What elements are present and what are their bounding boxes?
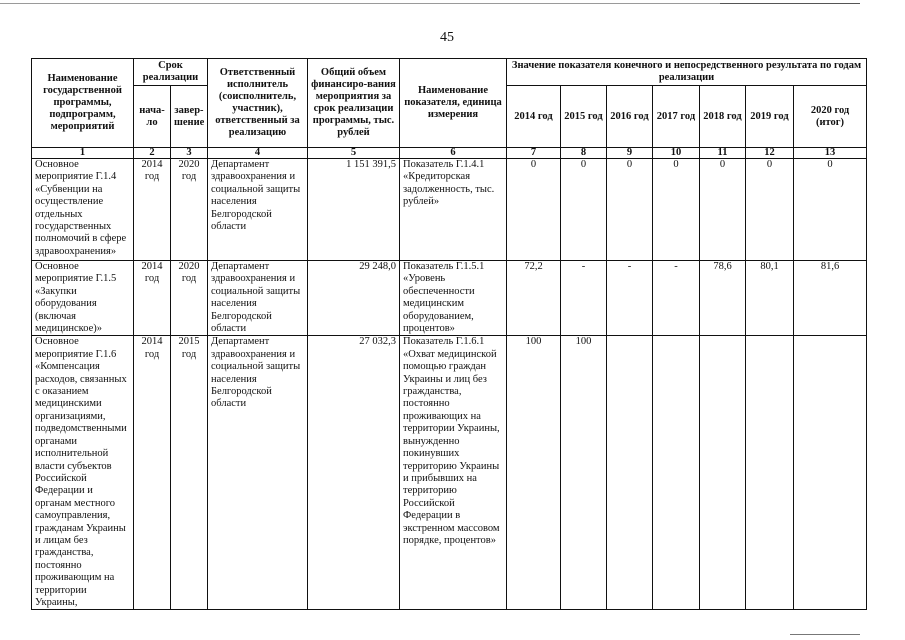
indicator-value	[794, 336, 867, 610]
term-end: 2020 год	[171, 261, 208, 336]
header-year: 2017 год	[653, 86, 700, 148]
indicator-value: 80,1	[746, 261, 794, 336]
term-start: 2014 год	[134, 261, 171, 336]
indicator-value: 100	[507, 336, 561, 610]
column-number: 11	[700, 148, 746, 159]
executor: Департамент здравоохранения и социальной защиты населения Белгородской области	[208, 159, 308, 261]
indicator-value: -	[607, 261, 653, 336]
column-number: 6	[400, 148, 507, 159]
header-term: Срок реализации	[134, 59, 208, 86]
indicator-value	[700, 336, 746, 610]
header-year: 2014 год	[507, 86, 561, 148]
column-number: 13	[794, 148, 867, 159]
indicator-value: -	[561, 261, 607, 336]
table-row	[32, 261, 867, 336]
indicator-value: -	[653, 261, 700, 336]
column-number-row	[32, 148, 867, 159]
column-number: 5	[308, 148, 400, 159]
term-start: 2014 год	[134, 159, 171, 261]
header-year: 2015 год	[561, 86, 607, 148]
header-term-end: завер-шение	[171, 86, 208, 148]
column-number: 3	[171, 148, 208, 159]
indicator-value	[607, 336, 653, 610]
indicator-value: 100	[561, 336, 607, 610]
column-number: 4	[208, 148, 308, 159]
indicator-name: Показатель Г.1.4.1 «Кредиторская задолженность, тыс. рублей»	[400, 159, 507, 261]
indicator-value: 0	[607, 159, 653, 261]
funding-amount: 1 151 391,5	[308, 159, 400, 261]
indicator-value: 0	[561, 159, 607, 261]
term-end: 2015 год	[171, 336, 208, 610]
header-executor: Ответственный исполнитель (соисполнитель, участник), ответственный за реализацию	[208, 59, 308, 148]
page-number: 45	[440, 30, 454, 45]
indicator-value: 72,2	[507, 261, 561, 336]
header-name: Наименование государственной программы, подпрограмм, мероприятий	[32, 59, 134, 148]
term-start: 2014 год	[134, 336, 171, 610]
indicator-name: Показатель Г.1.5.1 «Уровень обеспеченности медицинским оборудованием, процентов»	[400, 261, 507, 336]
funding-amount: 29 248,0	[308, 261, 400, 336]
column-number: 10	[653, 148, 700, 159]
executor: Департамент здравоохранения и социальной защиты населения Белгородской области	[208, 261, 308, 336]
indicator-name: Показатель Г.1.6.1 «Охват медицинской помощью граждан Украины и лиц без гражданства, постоянно проживающих на территории Украины, вынужденно покинувших территорию Украины и прибывших на территорию Российской Федерации в экстренном массовом порядке, процентов»	[400, 336, 507, 610]
executor: Департамент здравоохранения и социальной защиты населения Белгородской области	[208, 336, 308, 610]
column-number: 2	[134, 148, 171, 159]
indicator-value: 0	[507, 159, 561, 261]
program-table	[31, 58, 867, 610]
bottom-edge-mark	[790, 634, 860, 635]
activity-name: Основное мероприятие Г.1.4 «Субвенции на осуществление отдельных государственных полномочий в сфере здравоохранения»	[32, 159, 134, 261]
indicator-value: 78,6	[700, 261, 746, 336]
term-end: 2020 год	[171, 159, 208, 261]
column-number: 1	[32, 148, 134, 159]
header-term-start: нача-ло	[134, 86, 171, 148]
indicator-value: 0	[653, 159, 700, 261]
header-year: 2019 год	[746, 86, 794, 148]
header-values-group: Значение показателя конечного и непосредственного результата по годам реализации	[507, 59, 867, 86]
indicator-value: 0	[700, 159, 746, 261]
indicator-value	[653, 336, 700, 610]
column-number: 7	[507, 148, 561, 159]
column-number: 8	[561, 148, 607, 159]
table-row	[32, 159, 867, 261]
header-year: 2018 год	[700, 86, 746, 148]
top-border-line-dark	[720, 3, 860, 4]
indicator-value: 0	[746, 159, 794, 261]
table-row	[32, 336, 867, 610]
activity-name: Основное мероприятие Г.1.6 «Компенсация расходов, связанных с оказанием медицинскими организациями, подведомственными органами исполнительной власти субъектов Российской Федерации и органам местного самоуправления, гражданам Украины и лицам без гражданства, постоянно проживающим на территории Украины,	[32, 336, 134, 610]
header-funding: Общий объем финансиро-вания мероприятия за срок реализации программы, тыс. рублей	[308, 59, 400, 148]
column-number: 12	[746, 148, 794, 159]
indicator-value: 81,6	[794, 261, 867, 336]
column-number: 9	[607, 148, 653, 159]
header-year: 2020 год (итог)	[794, 86, 867, 148]
indicator-value: 0	[794, 159, 867, 261]
header-year: 2016 год	[607, 86, 653, 148]
funding-amount: 27 032,3	[308, 336, 400, 610]
indicator-value	[746, 336, 794, 610]
header-indicator: Наименование показателя, единица измерения	[400, 59, 507, 148]
activity-name: Основное мероприятие Г.1.5 «Закупки оборудования (включая медицинское)»	[32, 261, 134, 336]
